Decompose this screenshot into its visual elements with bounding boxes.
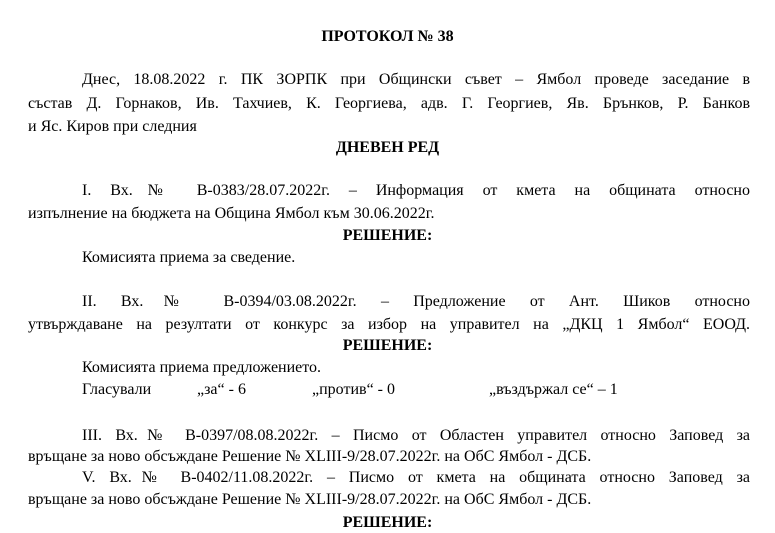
intro-line-3: и Яс. Киров при следния [28,118,197,135]
decision-heading-1: РЕШЕНИЕ: [342,227,433,244]
agenda-item-5-line-2: връщане за ново обсъждане Решение № XLIII-9/28.07.2022г. на ОбС Ямбол - ДСБ. [28,491,592,508]
intro-line-1: Днес, 18.08.2022 г. ПК ЗОРПК при Общински съвет – Ямбол проведе заседание в [82,71,750,88]
intro-line-2: състав Д. Горнаков, Ив. Тахчиев, К. Георгиева, адв. Г. Георгиев, Яв. Брънков, Р. Банков [28,95,750,112]
decision-heading-2: РЕШЕНИЕ: [342,337,433,354]
vote-abstain: „въздържал се“ – 1 [489,381,618,398]
decision-heading-5: РЕШЕНИЕ: [342,514,433,531]
agenda-item-1-line-2: изпълнение на бюджета на Община Ямбол към 30.06.2022г. [28,205,435,222]
agenda-item-2-line-1: II. Вх.№ В-0394/03.08.2022г. – Предложение от Ант. Шиков относно [82,293,750,310]
vote-for: „за“ - 6 [197,381,246,398]
agenda-item-2-line-2: утвърждаване на резултати от конкурс за избор на управител на „ДКЦ 1 Ямбол“ ЕООД. [28,316,750,333]
agenda-item-3-line-1: III. Вх.№ В-0397/08.08.2022г. – Писмо от Областен управител относно Заповед за [82,427,750,444]
agenda-item-5-line-1: V. Вх.№ В-0402/11.08.2022г. – Писмо от кмета на общината относно Заповед за [82,469,750,486]
agenda-heading: ДНЕВЕН РЕД [335,139,440,156]
decision-text-2: Комисията приема предложението. [82,359,322,376]
decision-text-1: Комисията приема за сведение. [82,249,296,266]
agenda-item-3-line-2: връщане за ново обсъждане Решение № XLIII-9/28.07.2022г. на ОбС Ямбол - ДСБ. [28,448,592,465]
vote-against: „против“ - 0 [312,381,395,398]
page-title: ПРОТОКОЛ № 38 [321,28,454,45]
vote-label: Гласували [82,381,152,398]
agenda-item-1-line-1: I. Вх.№ В-0383/28.07.2022г. – Информация от кмета на общината относно [82,182,750,199]
vote-line [0,380,775,400]
